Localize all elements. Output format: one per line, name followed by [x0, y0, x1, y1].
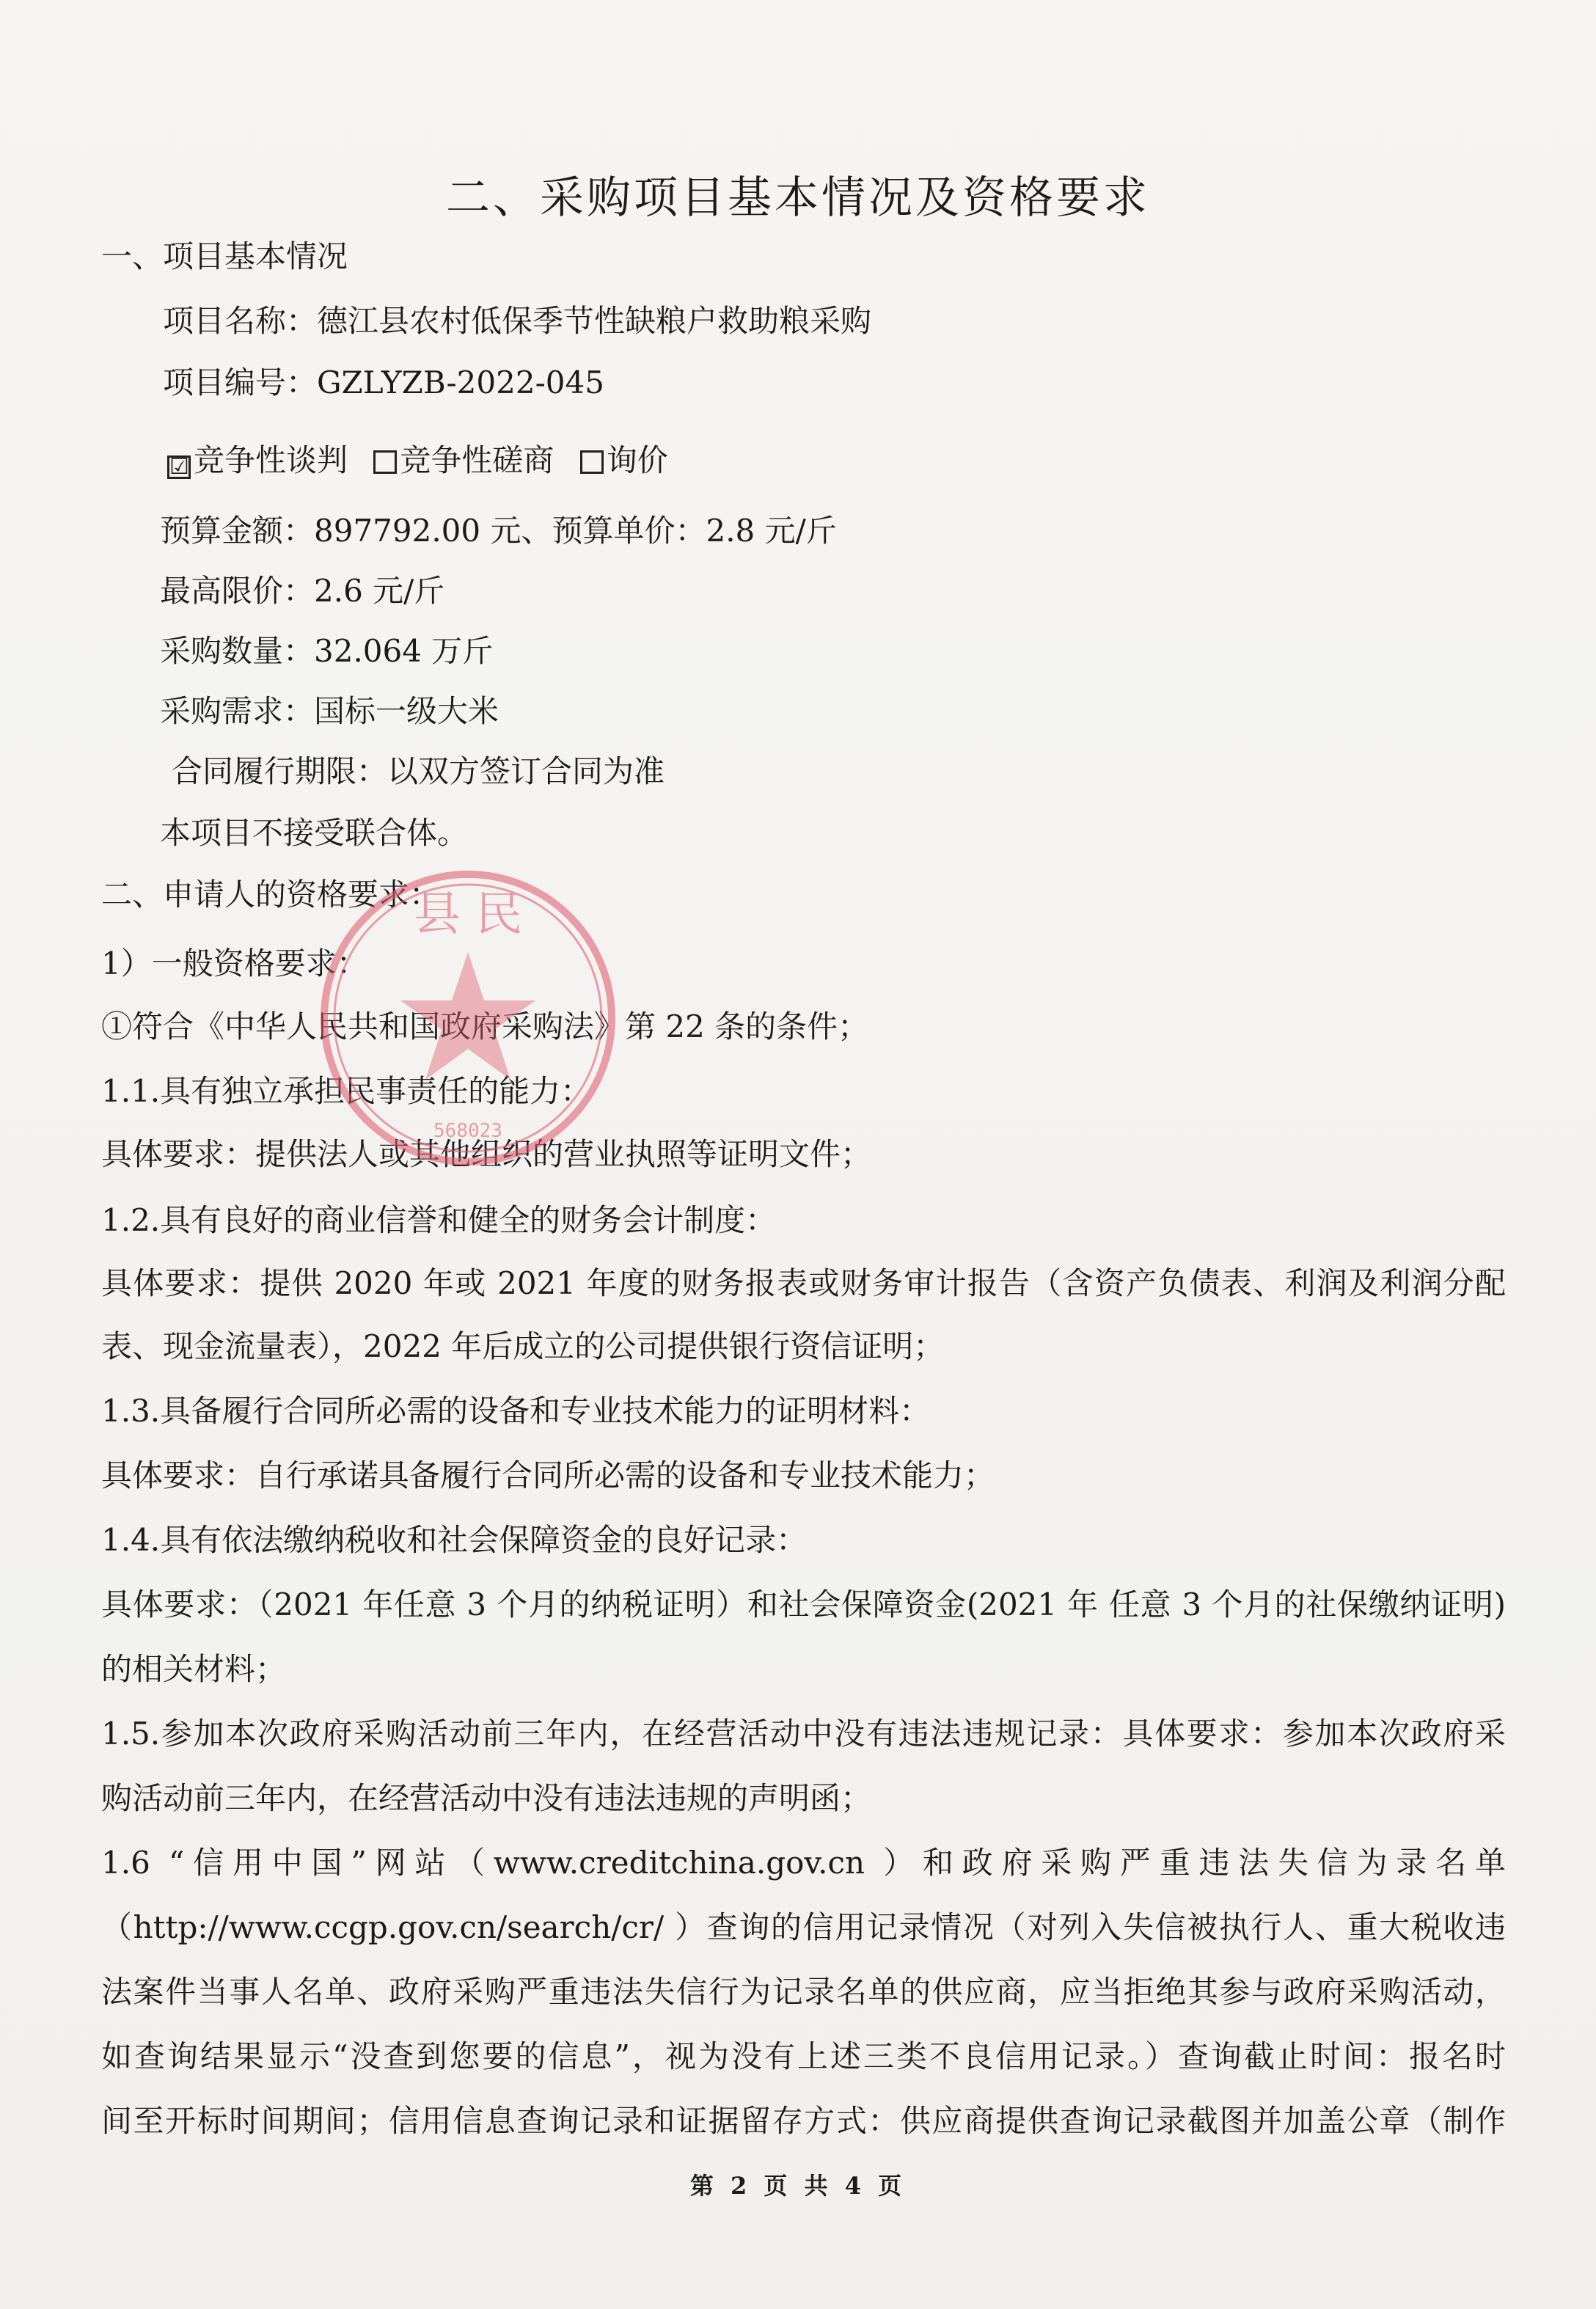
- general-qualifications: 1）一般资格要求：: [101, 945, 367, 981]
- section-heading-qualifications: 二、申请人的资格要求：: [101, 877, 441, 912]
- requirement-1-1: 1.1.具有独立承担民事责任的能力：: [101, 1073, 592, 1109]
- page-title: 二、采购项目基本情况及资格要求: [446, 172, 1150, 224]
- requirement-1-4-detail-cont: 的相关材料；: [101, 1651, 287, 1687]
- requirement-1-2-detail: 具体要求：提供 2020 年或 2021 年度的财务报表或财务审计报告（含资产负债表、利润及利润分配: [101, 1265, 1506, 1301]
- purchase-quantity: 采购数量：32.064 万斤: [160, 633, 494, 669]
- requirement-1-2: 1.2.具有良好的商业信誉和健全的财务会计制度：: [101, 1202, 777, 1238]
- project-number: 项目编号：GZLYZB-2022-045: [163, 365, 604, 400]
- project-name: 项目名称：德江县农村低保季节性缺粮户救助粮采购: [163, 303, 872, 339]
- checkbox-empty-icon[interactable]: [373, 450, 397, 474]
- page-footer: 第 2 页 共 4 页: [689, 2172, 907, 2200]
- option-inquiry[interactable]: 询价: [580, 442, 668, 478]
- requirement-1-4-detail: 具体要求：（2021 年任意 3 个月的纳税证明）和社会保障资金(2021 年 任意 3 个月的社保缴纳证明): [101, 1587, 1506, 1622]
- contract-period: 合同履行期限：以双方签订合同为准: [172, 753, 665, 789]
- checkbox-checked-icon[interactable]: ☑: [167, 455, 191, 479]
- requirement-1-6-cont-1: （http://www.ccgp.gov.cn/search/cr/ ）查询的信用记录情况（对列入失信被执行人、重大税收违: [101, 1909, 1506, 1945]
- requirement-1-6: 1.6 “信用中国”网站（www.creditchina.gov.cn ）和政府采购严重违法失信为录名单: [101, 1845, 1506, 1881]
- requirement-1-2-detail-cont: 表、现金流量表），2022 年后成立的公司提供银行资信证明；: [101, 1328, 945, 1364]
- requirement-1-6-cont-4: 间至开标时间期间；信用信息查询记录和证据留存方式：供应商提供查询记录截图并加盖公章（制作: [101, 2103, 1506, 2139]
- option-competitive-negotiation[interactable]: ☑ 竞争性谈判: [167, 442, 357, 478]
- requirement-1-4: 1.4.具有依法缴纳税收和社会保障资金的良好记录：: [101, 1522, 808, 1558]
- purchase-requirement: 采购需求：国标一级大米: [160, 693, 499, 729]
- requirement-1-5: 1.5.参加本次政府采购活动前三年内，在经营活动中没有违法违规记录：具体要求：参加本次政府采: [101, 1716, 1506, 1752]
- svg-text:县 民: 县 民: [413, 888, 523, 942]
- requirement-1-1-detail: 具体要求：提供法人或其他组织的营业执照等证明文件；: [101, 1136, 872, 1172]
- checkbox-empty-icon[interactable]: [580, 450, 604, 474]
- consortium-note: 本项目不接受联合体。: [160, 815, 469, 851]
- max-price: 最高限价：2.6 元/斤: [160, 573, 445, 609]
- option-competitive-consultation[interactable]: 竞争性磋商: [373, 442, 563, 478]
- procurement-method-options: [167, 440, 684, 481]
- section-heading-basic-info: 一、项目基本情况: [101, 238, 348, 274]
- requirement-1-3: 1.3.具备履行合同所必需的设备和专业技术能力的证明材料：: [101, 1393, 931, 1429]
- requirement-1-6-cont-2: 法案件当事人名单、政府采购严重违法失信行为记录名单的供应商，应当拒绝其参与政府采购活动，: [101, 1974, 1506, 2010]
- article-22-condition: ①符合《中华人民共和国政府采购法》第 22 条的条件；: [101, 1009, 869, 1044]
- requirement-1-5-cont: 购活动前三年内，在经营活动中没有违法违规的声明函；: [101, 1780, 872, 1816]
- budget-amount: 预算金额：897792.00 元、预算单价：2.8 元/斤: [160, 513, 837, 549]
- requirement-1-3-detail: 具体要求：自行承诺具备履行合同所必需的设备和专业技术能力；: [101, 1457, 995, 1493]
- requirement-1-6-cont-3: 如查询结果显示“没查到您要的信息”，视为没有上述三类不良信用记录。）查询截止时间：报名时: [101, 2038, 1506, 2074]
- svg-text:568023: 568023: [433, 1120, 502, 1142]
